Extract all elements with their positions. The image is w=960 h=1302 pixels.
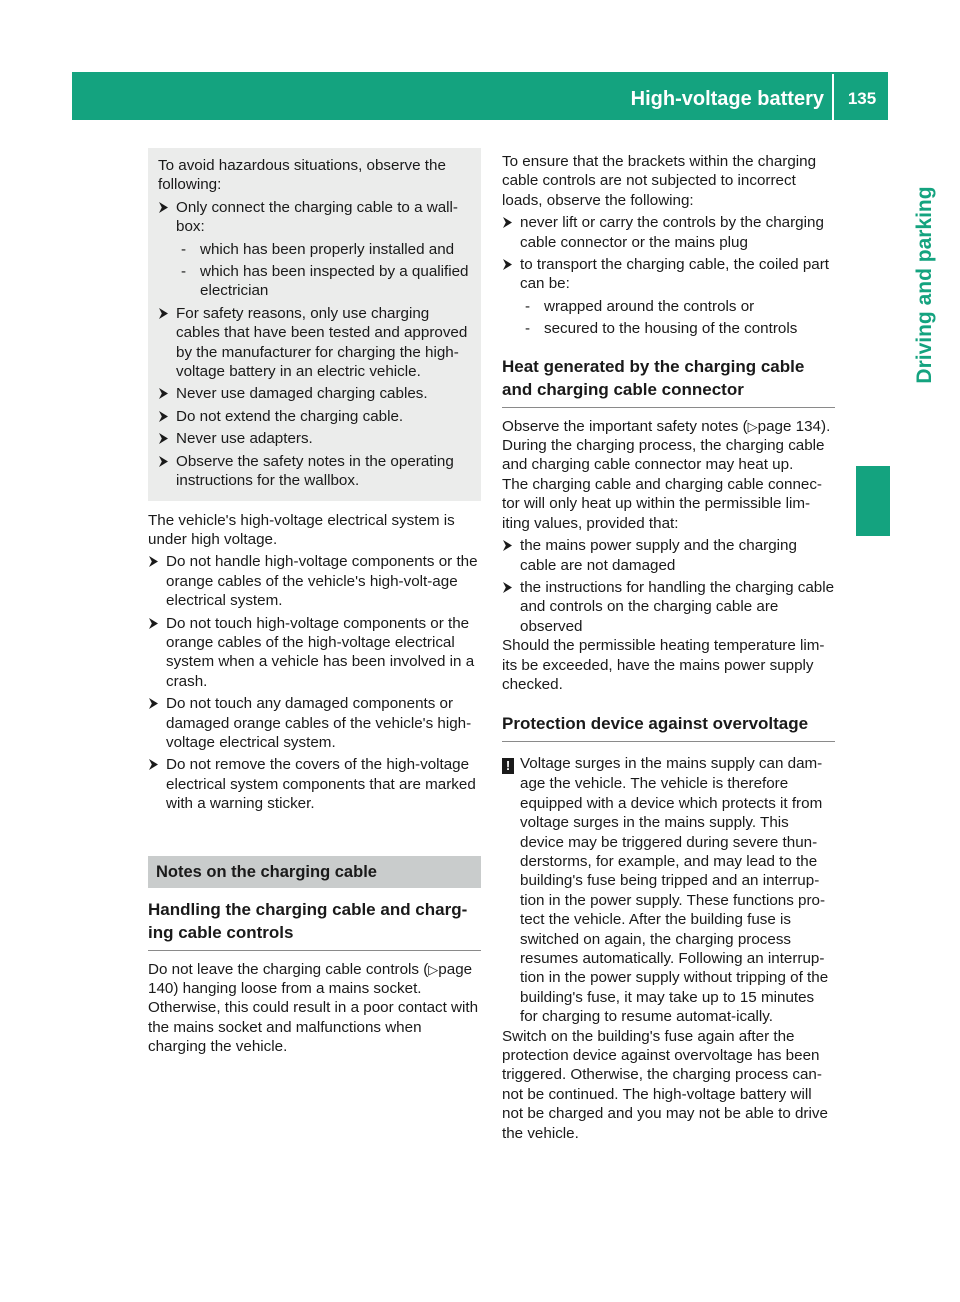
list-item [148, 614, 481, 692]
list-item [502, 578, 835, 636]
brackets-list [502, 213, 835, 338]
bullet-marker-icon [149, 618, 158, 629]
dash-marker: - [181, 263, 187, 281]
warning-box [148, 148, 481, 501]
list-item-text: which has been properly installed and [200, 240, 455, 258]
list-item-text: which has been inspected by a qualified electrician [200, 263, 469, 300]
list-item [176, 240, 473, 259]
heat-list [502, 536, 835, 636]
hv-list [148, 552, 481, 813]
list-item-text: secured to the housing of the controls [544, 320, 798, 338]
side-section-tab [890, 120, 960, 450]
dash-marker: - [525, 320, 531, 338]
bullet-marker-icon [503, 259, 512, 270]
heat-paragraph-1 [502, 417, 835, 436]
warning-intro: To avoid hazardous situations, observe the following: [158, 157, 446, 194]
list-item [148, 552, 481, 610]
bullet-marker-icon [159, 308, 168, 319]
text-run: ). [821, 417, 831, 435]
list-item-text: Never use damaged charging cables. [176, 385, 428, 403]
page-number: 135 [847, 89, 877, 108]
page-ref-arrow-icon: ▷ [747, 418, 758, 434]
bullet-marker-icon [503, 217, 512, 228]
bullet-marker-icon [159, 388, 168, 399]
list-item [158, 407, 473, 426]
page-reference-link[interactable]: page 134 [757, 417, 822, 435]
bullet-marker-icon [149, 556, 158, 567]
header-divider [832, 74, 834, 120]
list-item [158, 452, 473, 491]
side-section-label: Driving and parking [913, 186, 936, 384]
list-item [158, 384, 473, 403]
list-item-text: Only connect the charging cable to a wall-box: [176, 198, 458, 236]
list-item [176, 262, 473, 301]
note-text: Voltage surges in the mains supply can dam-age the vehicle. The vehicle is therefore equipped with a device which protects it from voltage surges in the mains supply. This device may be triggered during severe thun-derstorms, for example, and may lead to the building's fuse being tripped and an interrup-tion in the power supply. These functions pro-tect the vehicle. After the building fuse is switched on again, the charging process resumes automatically. Following an interrup-tion in the power supply without tripping of the building's fuse, it may take up to 15 minutes for charging to resume automat-ically. [520, 755, 829, 1026]
protection-paragraph: Switch on the building's fuse again after the protection device against overvoltage has been triggered. Otherwise, the charging process can-not be continued. The high-voltage battery will not be charged and you may not be able to drive the vehicle. [502, 1027, 828, 1142]
list-item-text: For safety reasons, only use charging cables that have been tested and approved by the manufacturer for charging the high-voltage battery in an electric vehicle. [176, 304, 468, 381]
section-heading: Notes on the charging cable [148, 856, 481, 888]
list-item [520, 319, 835, 338]
side-tab-marker [856, 466, 890, 536]
list-item [148, 694, 481, 752]
chapter-title: High-voltage battery [630, 88, 824, 110]
list-item-text: to transport the charging cable, the coiled part can be: [520, 256, 830, 293]
list-item-text: never lift or carry the controls by the charging cable connector or the mains plug [520, 214, 824, 251]
list-item-text: Never use adapters. [176, 430, 313, 448]
sub-list [176, 240, 473, 301]
bullet-marker-icon [149, 759, 158, 770]
handling-paragraph [148, 960, 481, 1057]
bullet-marker-icon [149, 698, 158, 709]
right-column [502, 152, 835, 1143]
list-item [520, 297, 835, 316]
list-item-text: the mains power supply and the charging cable are not damaged [520, 537, 797, 574]
left-column [148, 148, 481, 1057]
text-run: Observe the important safety notes ( [502, 417, 748, 435]
brackets-intro: To ensure that the brackets within the charging cable controls are not subjected to incorrect loads, observe the following: [502, 153, 817, 209]
protection-heading: Protection device against overvoltage [502, 712, 835, 742]
list-item-text: Do not touch high-voltage components or the orange cables of the high-voltage electrical system when a vehicle has been involved in a crash. [166, 614, 475, 690]
heat-paragraph-2: During the charging process, the charging cable and charging cable connector may heat up. [502, 437, 825, 474]
exclamation-icon: ! [502, 758, 514, 774]
text-run: Do not leave the charging cable controls ( [148, 960, 429, 978]
list-item-text: wrapped around the controls or [544, 297, 755, 315]
warning-list [158, 198, 473, 491]
text-run: ) hanging loose from a mains socket. Otherwise, this could result in a poor contact with the mains socket and malfunctions when charging the vehicle. [148, 980, 479, 1056]
list-item [502, 255, 835, 339]
hv-intro: The vehicle's high-voltage electrical system is under high voltage. [148, 511, 455, 548]
dash-marker: - [181, 240, 187, 258]
list-item-text: Do not touch any damaged components or damaged orange cables of the vehicle's high-voltage electrical system. [166, 695, 472, 751]
bullet-marker-icon [159, 411, 168, 422]
dash-marker: - [525, 297, 531, 315]
protection-note [502, 754, 835, 1026]
list-item [158, 304, 473, 382]
list-item [158, 429, 473, 448]
list-item-text: the instructions for handling the charging cable and controls on the charging cable are observed [520, 578, 835, 635]
bullet-marker-icon [159, 202, 168, 213]
page-reference-link[interactable]: page 140 [148, 960, 473, 997]
list-item [502, 536, 835, 575]
bullet-marker-icon [503, 582, 512, 593]
list-item-text: Do not remove the covers of the high-voltage electrical system components that are marked with a warning sticker. [166, 756, 476, 813]
heat-heading: Heat generated by the charging cable and charging cable connector [502, 355, 835, 408]
heat-paragraph-3: The charging cable and charging cable connec-tor will only heat up within the permissible lim-iting values, provided that: [502, 475, 822, 532]
list-item [502, 213, 835, 252]
list-item-text: Observe the safety notes in the operating instructions for the wallbox. [176, 452, 454, 490]
bullet-marker-icon [159, 456, 168, 467]
bullet-marker-icon [503, 540, 512, 551]
handling-heading: Handling the charging cable and charg-ing cable controls [148, 898, 481, 951]
sub-list [520, 297, 835, 339]
list-item-text: Do not handle high-voltage components or the orange cables of the vehicle's high-volt-age electrical system. [166, 553, 478, 610]
list-item [158, 198, 473, 301]
bullet-marker-icon [159, 433, 168, 444]
list-item [148, 755, 481, 813]
list-item-text: Do not extend the charging cable. [176, 407, 404, 425]
heat-paragraph-4: Should the permissible heating temperature lim-its be exceeded, have the mains power supply checked. [502, 637, 825, 693]
page-ref-arrow-icon: ▷ [428, 961, 439, 977]
